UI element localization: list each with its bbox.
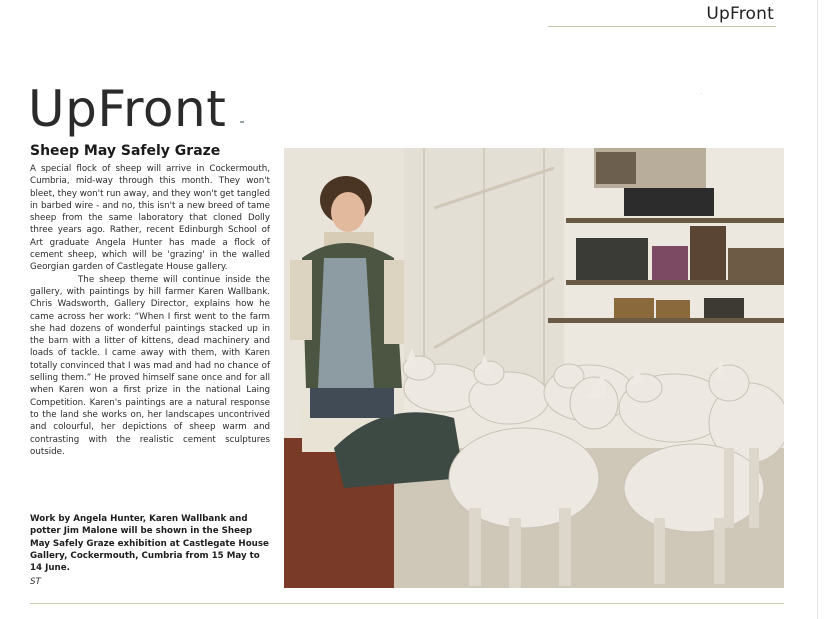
author-initials: ST — [30, 577, 41, 587]
running-head-rule — [548, 26, 776, 27]
running-head: UpFront — [706, 4, 774, 24]
exhibition-credit: Work by Angela Hunter, Karen Wallbank and potter Jim Malone will be shown in the Sheep May Safely Graze exhibition at Castlegate House Gallery, Cockermouth, Cumbria from 15 May to 14 June. — [30, 514, 269, 574]
page-bottom-rule — [30, 603, 784, 604]
article-body — [30, 163, 270, 458]
page-edge-line — [817, 0, 818, 619]
article-paragraph-1: A special flock of sheep will arrive in Cockermouth, Cumbria, mid-way through this month. They won't bleet, they won't run away, and they won't get tangled in barbed wire - and no, this isn't a new breed of tame sheep from the same laboratory that cloned Dolly three years ago. Rather, recent Edinburgh School of Art graduate Angela Hunter has made a flock of cement sheep, which will be 'grazing' in the walled Georgian garden of Castlegate House gallery. — [30, 164, 270, 273]
stray-print-mark: · — [700, 90, 703, 98]
article-headline: Sheep May Safely Graze — [30, 143, 221, 159]
article-paragraph-2: The sheep theme will continue inside the gallery, with paintings by hill farmer Karen Wallbank. Chris Wadsworth, Gallery Director, explains how he came across her work: “When I first went to the farm she had dozens of wonderful paintings stacked up in the barn with a litter of kittens, dead machinery and loads of tackle. I came away with them, with Karen totally convinced that I was mad and had no chance of selling them.” He proved himself sane once and for all when Karen won a first prize in the national Laing Competition. Karen's paintings are a natural response to the land she works on, her landscapes uncontrived and colourful, her depictions of sheep warm and contrasting with the realistic cement sculptures outside. — [30, 274, 270, 457]
woman-with-cement-sheep-photo — [284, 148, 784, 588]
masthead-mark — [240, 121, 244, 123]
section-masthead: UpFront — [28, 80, 227, 138]
